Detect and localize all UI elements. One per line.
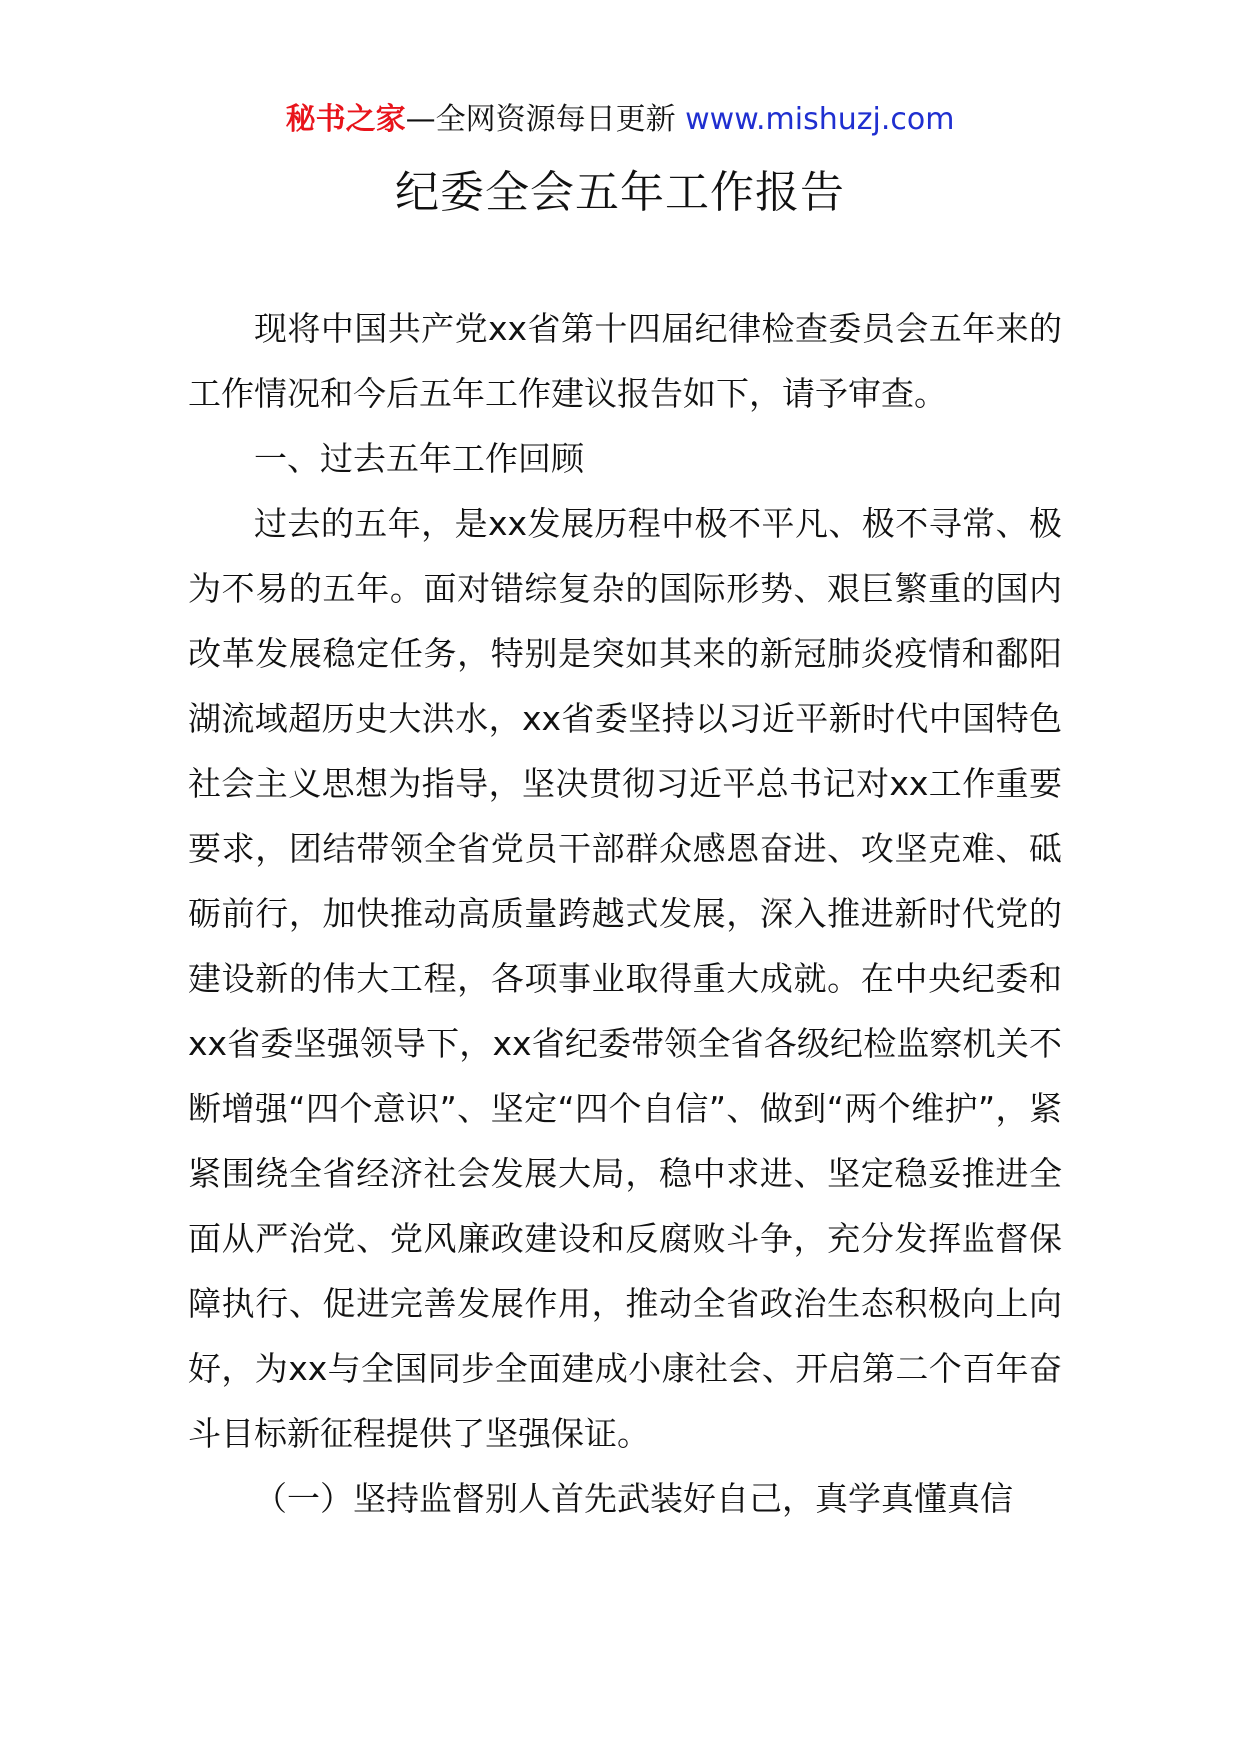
document-title: 纪委全会五年工作报告 [395, 167, 845, 218]
subsection-heading: （一）坚持监督别人首先武装好自己，真学真懂真信 [254, 1479, 1013, 1518]
body-paragraph: 过去的五年，是xx发展历程中极不平凡、极不寻常、极为不易的五年。面对错综复杂的国际形势、艰巨繁重的国内改革发展稳定任务，特别是突如其来的新冠肺炎疫情和鄱阳湖流域超历史大洪水，xx省委坚持以习近平新时代中国特色社会主义思想为指导，坚决贯彻习近平总书记对xx工作重要要求，团结带领全省党员干部群众感恩奋进、攻坚克难、砥砺前行，加快推动高质量跨越式发展，深入推进新时代党的建设新的伟大工程，各项事业取得重大成就。在中央纪委和xx省委坚强领导下，xx省纪委带领全省各级纪检监察机关不断增强“四个意识”、坚定“四个自信”、做到“两个维护”，紧紧围绕全省经济社会发展大局，稳中求进、坚定稳妥推进全面从严治党、党风廉政建设和反腐败斗争，充分发挥监督保障执行、促进完善发展作用，推动全省政治生态积极向上向好，为xx与全国同步全面建成小康社会、开启第二个百年奋斗目标新征程提供了坚强保证。 [188, 504, 1062, 1453]
intro-paragraph: 现将中国共产党xx省第十四届纪律检查委员会五年来的工作情况和今后五年工作建议报告如下，请予审查。 [188, 309, 1062, 413]
document-body [188, 296, 1062, 1531]
section-heading: 一、过去五年工作回顾 [254, 439, 584, 478]
banner-brand: 秘书之家 [285, 102, 406, 137]
banner-url-link[interactable]: www.mishuzj.com [685, 102, 955, 137]
site-banner [0, 100, 1240, 140]
banner-slogan: —全网资源每日更新 [405, 102, 676, 137]
